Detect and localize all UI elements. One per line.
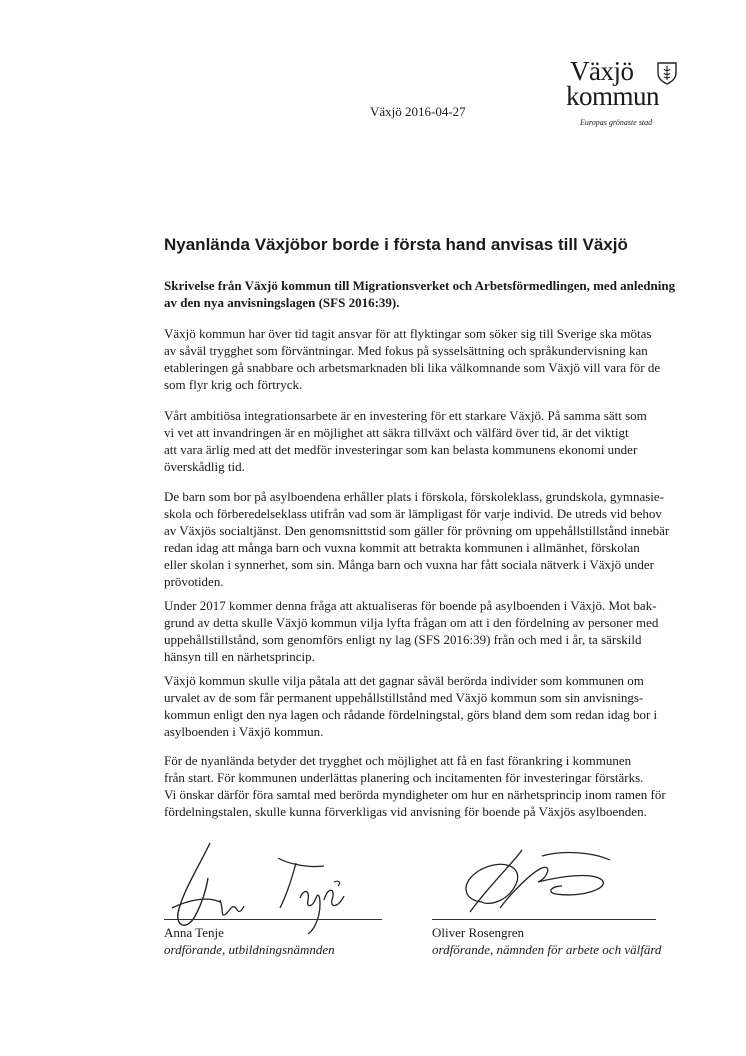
document-subtitle [164,277,694,311]
paragraph-line: från start. För kommunen underlättas planering och incitamenten för investeringar förstärks. [164,770,644,785]
logo-text-line1: Växjö [570,56,634,86]
vaxjo-kommun-logo [566,56,686,140]
paragraph-line: Vårt ambitiösa integrationsarbete är en investering för ett starkare Växjö. På samma sätt som [164,408,647,423]
paragraph-line: att vara ärlig med att det medför investeringar som kan belasta kommunens ekonomi under [164,442,638,457]
paragraph-line: Växjö kommun har över tid tagit ansvar för att flyktingar som söker sig till Sverige ska mötas [164,326,652,341]
subtitle-line: Skrivelse från Växjö kommun till Migrationsverket och Arbetsförmedlingen, med anledning [164,278,676,293]
paragraph-line: eller skolan i synnerhet, som sin. Många barn och vuxna har fått sociala nätverk i Växjö under [164,557,655,572]
paragraph-line: Under 2017 kommer denna fråga att aktualiseras för boende på asylboenden i Växjö. Mot bak- [164,598,657,613]
paragraph-line: redan idag att många barn och vuxna kommit att betrakta kommunen i allmänhet, förskolan [164,540,640,555]
paragraph-2 [164,407,694,475]
signatory-name: Anna Tenje [164,925,224,940]
paragraph-line: av Växjös socialtjänst. Den genomsnittstid som gäller för prövning om uppehållstillstånd innebär [164,523,670,538]
paragraph-5 [164,672,694,740]
signatory-name: Oliver Rosengren [432,925,525,940]
paragraph-line: De barn som bor på asylboendena erhåller plats i förskola, förskoleklass, grundskola, gymnasie- [164,489,665,504]
paragraph-line: av såväl trygghet som förväntningar. Med fokus på sysselsättning och språkundervisning kan [164,343,648,358]
logo-text-line2: kommun [566,81,660,111]
paragraph-6 [164,752,694,820]
letter-date: Växjö 2016-04-27 [370,104,466,119]
paragraph-line: hänsyn till en närhetsprincip. [164,649,315,664]
paragraph-line: prövotiden. [164,574,224,589]
signatory-role: ordförande, nämnden för arbete och välfärd [432,942,662,957]
paragraph-line: vi vet att invandringen är en möjlighet att säkra tillväxt och välfärd över tid, är det viktigt [164,425,629,440]
paragraph-line: etableringen gå snabbare och arbetsmarknaden bli lika välkomnande som Växjö vill vara för de [164,360,661,375]
subtitle-line: av den nya anvisningslagen (SFS 2016:39). [164,295,400,310]
logo-tagline: Europas grönaste stad [580,118,653,127]
paragraph-line: kommun enligt den nya lagen och rådande fördelningstal, görs bland dem som redan idag bor i [164,707,658,722]
signature-line [432,919,656,920]
paragraph-line: skola och förberedelseklass utifrån vad som är lämpligast för varje individ. De utreds vid behov [164,506,662,521]
paragraph-line: grund av detta skulle Växjö kommun vilja lyfta frågan om att i den fördelning av personer med [164,615,659,630]
paragraph-line: fördelningstalen, skulle kunna förverkligas vid anvisning för boende på Växjös asylboenden. [164,804,647,819]
paragraph-line: Vi önskar därför föra samtal med berörda myndigheter om hur en närhetsprincip inom ramen för [164,787,666,802]
coat-of-arms-icon [656,61,678,85]
paragraph-4 [164,597,694,665]
paragraph-line: För de nyanlända betyder det trygghet och möjlighet att få en fast förankring i kommunen [164,753,632,768]
paragraph-line: urvalet av de som får permanent uppehållstillstånd med Växjö kommun som sin anvisnings- [164,690,644,705]
paragraph-line: uppehållstillstånd, som genomförs enligt ny lag (SFS 2016:39) från och med i år, ta särskild [164,632,642,647]
signatory-role: ordförande, utbildningsnämnden [164,942,335,957]
document-title: Nyanlända Växjöbor borde i första hand anvisas till Växjö [164,235,628,254]
handwritten-signature-anna-tenje [168,838,358,938]
paragraph-line: Växjö kommun skulle vilja påtala att det gagnar såväl berörda individer som kommunen om [164,673,644,688]
handwritten-signature-oliver-rosengren [452,842,632,922]
paragraph-line: överskådlig tid. [164,459,245,474]
signature-line [164,919,382,920]
paragraph-3 [164,488,694,590]
paragraph-1 [164,325,694,393]
paragraph-line: asylboenden i Växjö kommun. [164,724,324,739]
paragraph-line: som flyr krig och förtryck. [164,377,303,392]
